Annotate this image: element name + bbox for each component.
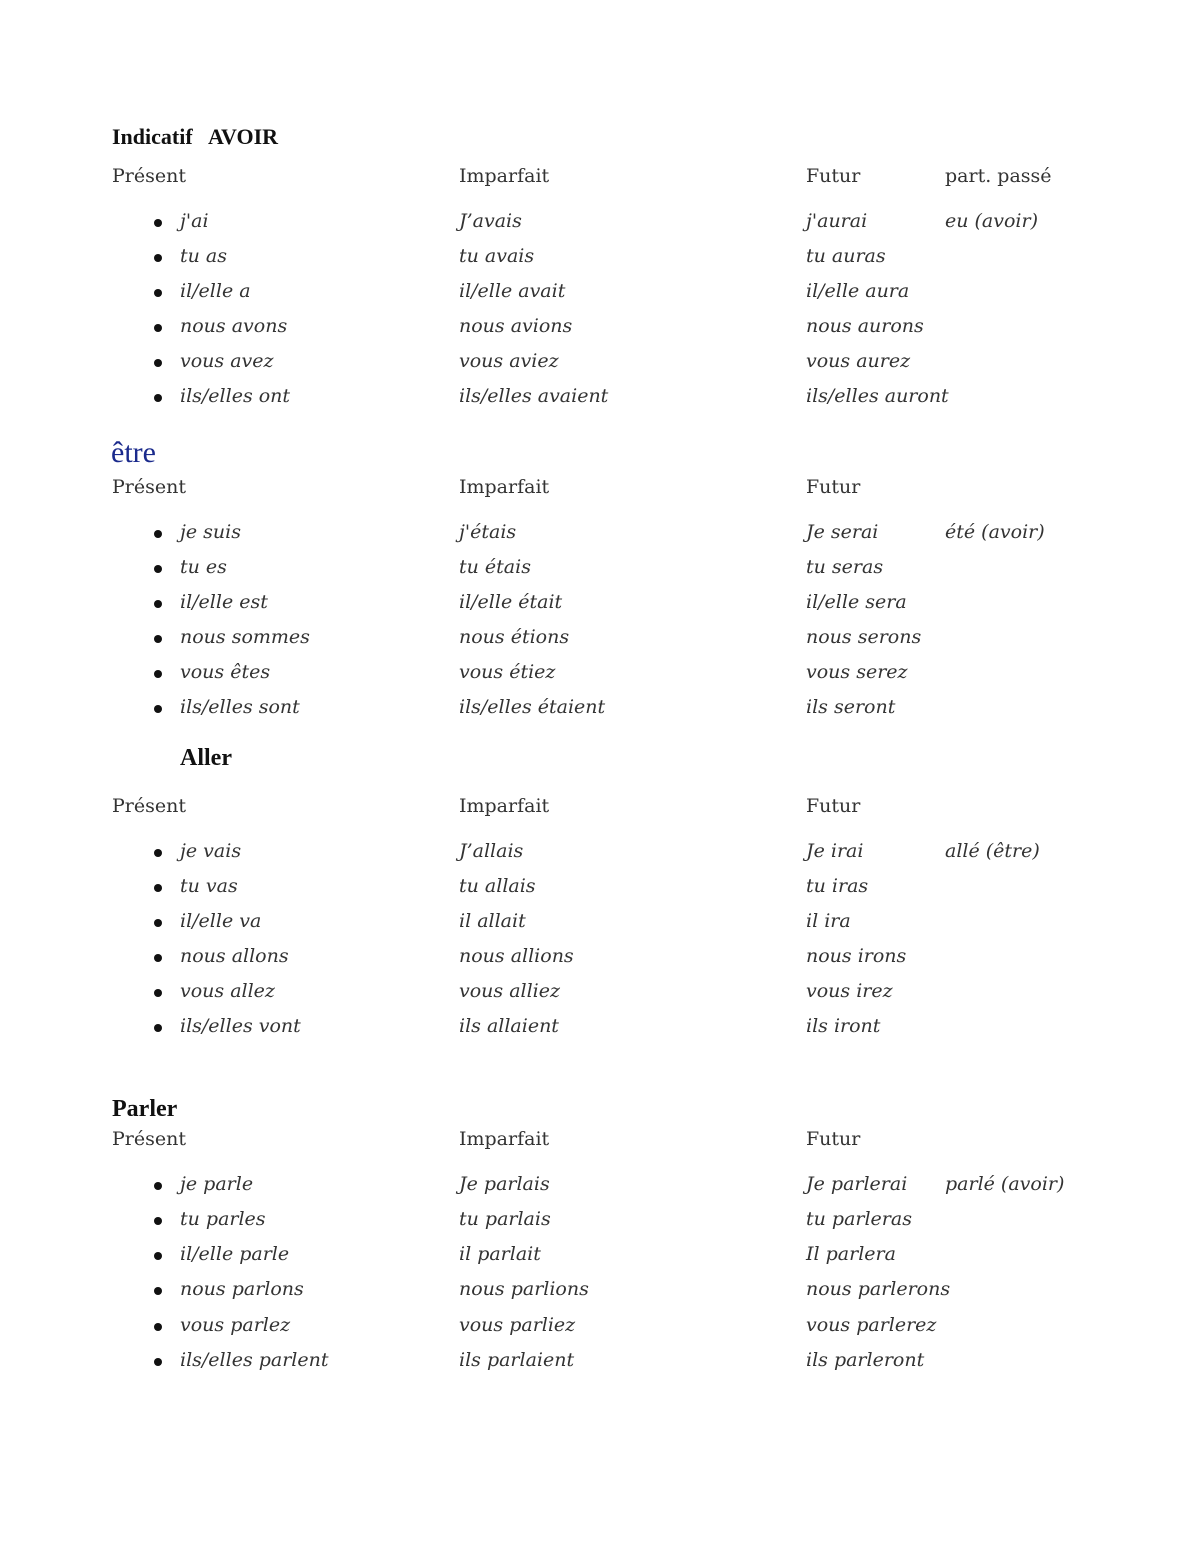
present-form: ils/elles sont <box>180 696 300 718</box>
futur-form: Je irai <box>806 840 864 862</box>
present-form: vous parlez <box>180 1314 291 1336</box>
bullet-icon <box>154 219 162 227</box>
bullet-icon <box>154 1182 162 1190</box>
imparfait-form: tu allais <box>459 875 536 897</box>
imparfait-form: ils allaient <box>459 1015 559 1037</box>
bullet-icon <box>154 1287 162 1295</box>
imparfait-form: vous alliez <box>459 980 561 1002</box>
conjugation-row <box>0 385 1200 420</box>
imparfait-form: nous étions <box>459 626 570 648</box>
bullet-icon <box>154 670 162 678</box>
present-form: vous avez <box>180 350 274 372</box>
present-form: ils/elles vont <box>180 1015 301 1037</box>
conjugation-row <box>0 210 1200 245</box>
futur-form: il ira <box>806 910 851 932</box>
futur-form: il/elle sera <box>806 591 907 613</box>
imparfait-form: vous aviez <box>459 350 559 372</box>
conjugation-row <box>0 696 1200 731</box>
futur-form: nous irons <box>806 945 907 967</box>
header-futur: Futur <box>806 476 861 498</box>
bullet-icon <box>154 989 162 997</box>
futur-form: tu parleras <box>806 1208 912 1230</box>
futur-form: Je serai <box>806 521 879 543</box>
imparfait-form: tu étais <box>459 556 531 578</box>
participe-passe: allé (être) <box>945 840 1040 862</box>
present-form: il/elle a <box>180 280 251 302</box>
bullet-icon <box>154 289 162 297</box>
futur-form: vous aurez <box>806 350 911 372</box>
conjugation-row <box>0 980 1200 1015</box>
bullet-icon <box>154 359 162 367</box>
imparfait-form: vous parliez <box>459 1314 576 1336</box>
futur-form: vous serez <box>806 661 908 683</box>
imparfait-form: Je parlais <box>459 1173 550 1195</box>
imparfait-form: ils/elles avaient <box>459 385 609 407</box>
conjugation-row <box>0 1015 1200 1050</box>
futur-form: ils seront <box>806 696 896 718</box>
present-form: tu parles <box>180 1208 266 1230</box>
conjugation-row <box>0 1314 1200 1349</box>
present-form: tu es <box>180 556 227 578</box>
participe-passe: eu (avoir) <box>945 210 1039 232</box>
present-form: nous sommes <box>180 626 310 648</box>
present-form: nous avons <box>180 315 288 337</box>
imparfait-form: nous avions <box>459 315 573 337</box>
imparfait-form: il/elle avait <box>459 280 566 302</box>
present-form: il/elle parle <box>180 1243 290 1265</box>
bullet-icon <box>154 954 162 962</box>
futur-form: vous parlerez <box>806 1314 937 1336</box>
header-present: Présent <box>112 795 186 817</box>
conjugation-row <box>0 521 1200 556</box>
conjugation-row <box>0 626 1200 661</box>
imparfait-form: J’allais <box>459 840 524 862</box>
present-form: il/elle est <box>180 591 268 613</box>
futur-form: tu auras <box>806 245 886 267</box>
present-form: je suis <box>180 521 241 543</box>
imparfait-form: tu avais <box>459 245 535 267</box>
imparfait-form: tu parlais <box>459 1208 551 1230</box>
conjugation-row <box>0 910 1200 945</box>
header-imparfait: Imparfait <box>459 795 550 817</box>
present-form: tu vas <box>180 875 238 897</box>
section-title: Aller <box>180 745 232 771</box>
futur-form: nous parlerons <box>806 1278 951 1300</box>
header-present: Présent <box>112 476 186 498</box>
header-imparfait: Imparfait <box>459 476 550 498</box>
present-form: tu as <box>180 245 227 267</box>
bullet-icon <box>154 1217 162 1225</box>
imparfait-form: il allait <box>459 910 526 932</box>
futur-form: nous serons <box>806 626 922 648</box>
bullet-icon <box>154 1252 162 1260</box>
present-form: nous allons <box>180 945 289 967</box>
futur-form: tu seras <box>806 556 884 578</box>
bullet-icon <box>154 1323 162 1331</box>
bullet-icon <box>154 254 162 262</box>
conjugation-row <box>0 1278 1200 1313</box>
futur-form: tu iras <box>806 875 869 897</box>
header-futur: Futur <box>806 795 861 817</box>
conjugation-row <box>0 1349 1200 1384</box>
futur-form: il/elle aura <box>806 280 910 302</box>
participe-passe: été (avoir) <box>945 521 1045 543</box>
header-participe-passe: part. passé <box>945 165 1052 187</box>
conjugation-row <box>0 591 1200 626</box>
bullet-icon <box>154 530 162 538</box>
bullet-icon <box>154 705 162 713</box>
present-form: vous allez <box>180 980 275 1002</box>
conjugation-row <box>0 556 1200 591</box>
conjugation-row <box>0 245 1200 280</box>
present-form: je vais <box>180 840 242 862</box>
conjugation-row <box>0 840 1200 875</box>
conjugation-row <box>0 875 1200 910</box>
header-futur: Futur <box>806 165 861 187</box>
bullet-icon <box>154 849 162 857</box>
conjugation-row <box>0 350 1200 385</box>
present-form: il/elle va <box>180 910 262 932</box>
bullet-icon <box>154 1358 162 1366</box>
conjugation-row <box>0 280 1200 315</box>
futur-form: Je parlerai <box>806 1173 908 1195</box>
header-present: Présent <box>112 165 186 187</box>
futur-form: j'aurai <box>806 210 868 232</box>
bullet-icon <box>154 324 162 332</box>
header-futur: Futur <box>806 1128 861 1150</box>
imparfait-form: nous parlions <box>459 1278 589 1300</box>
conjugation-row <box>0 1243 1200 1278</box>
header-imparfait: Imparfait <box>459 165 550 187</box>
present-form: ils/elles ont <box>180 385 291 407</box>
futur-form: ils parleront <box>806 1349 925 1371</box>
imparfait-form: nous allions <box>459 945 574 967</box>
futur-form: vous irez <box>806 980 893 1002</box>
imparfait-form: J’avais <box>459 210 522 232</box>
header-present: Présent <box>112 1128 186 1150</box>
bullet-icon <box>154 565 162 573</box>
participe-passe: parlé (avoir) <box>945 1173 1065 1195</box>
header-imparfait: Imparfait <box>459 1128 550 1150</box>
present-form: je parle <box>180 1173 254 1195</box>
futur-form: ils iront <box>806 1015 881 1037</box>
imparfait-form: vous étiez <box>459 661 556 683</box>
imparfait-form: il parlait <box>459 1243 541 1265</box>
imparfait-form: ils parlaient <box>459 1349 575 1371</box>
conjugation-row <box>0 315 1200 350</box>
conjugation-row <box>0 661 1200 696</box>
present-form: ils/elles parlent <box>180 1349 329 1371</box>
bullet-icon <box>154 394 162 402</box>
imparfait-form: j'étais <box>459 521 517 543</box>
present-form: j'ai <box>180 210 209 232</box>
futur-form: Il parlera <box>806 1243 896 1265</box>
bullet-icon <box>154 884 162 892</box>
present-form: nous parlons <box>180 1278 304 1300</box>
bullet-icon <box>154 600 162 608</box>
section-title: Indicatif AVOIR <box>112 124 279 149</box>
present-form: vous êtes <box>180 661 271 683</box>
section-title: Parler <box>112 1096 178 1122</box>
section-title: être <box>111 436 156 469</box>
bullet-icon <box>154 919 162 927</box>
imparfait-form: il/elle était <box>459 591 563 613</box>
conjugation-row <box>0 1208 1200 1243</box>
conjugation-row <box>0 945 1200 980</box>
bullet-icon <box>154 1024 162 1032</box>
futur-form: nous aurons <box>806 315 924 337</box>
bullet-icon <box>154 635 162 643</box>
futur-form: ils/elles auront <box>806 385 949 407</box>
imparfait-form: ils/elles étaient <box>459 696 606 718</box>
conjugation-row <box>0 1173 1200 1208</box>
